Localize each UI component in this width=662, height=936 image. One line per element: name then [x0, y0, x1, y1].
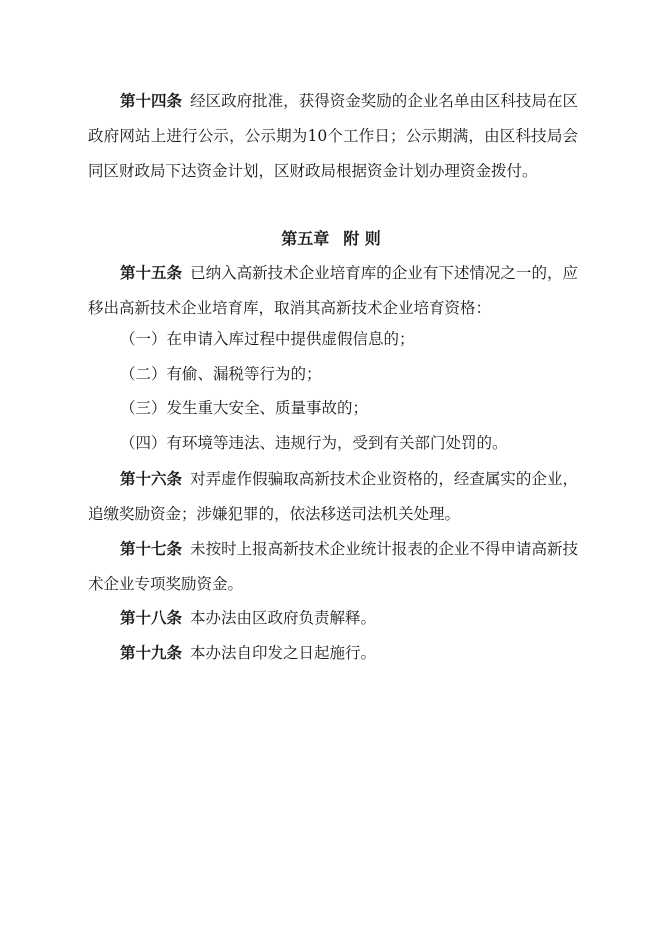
- article-14-label: 第十四条: [120, 92, 183, 110]
- article-16-label: 第十六条: [120, 470, 183, 488]
- chapter-title: 附 则: [343, 229, 381, 248]
- article-14-text: 经区政府批准，获得资金奖励的企业名单由区科技局在区政府网站上进行公示，公示期为10个工作日；公示期满，由区科技局会同区财政局下达资金计划，区财政局根据资金计划办理资金拨付。: [88, 92, 578, 180]
- article-18: [88, 601, 578, 636]
- article-18-label: 第十八条: [120, 609, 183, 627]
- article-17-text: 未按时上报高新技术企业统计报表的企业不得申请高新技术企业专项奖励资金。: [88, 540, 578, 593]
- article-14: [88, 84, 578, 189]
- list-item-1: （一）在申请入库过程中提供虚假信息的；: [120, 330, 415, 348]
- article-16: [88, 462, 578, 532]
- chapter-number: 第五章: [281, 229, 330, 248]
- list-item-3: （三）发生重大安全、质量事故的；: [120, 399, 369, 417]
- article-17-label: 第十七条: [120, 540, 183, 558]
- article-15-label: 第十五条: [120, 264, 183, 282]
- article-18-text: 本办法由区政府负责解释。: [190, 609, 377, 627]
- chapter-heading: [0, 224, 662, 254]
- article-17: [88, 532, 578, 602]
- article-19-label: 第十九条: [120, 644, 183, 662]
- list-item-2: （二）有偷、漏税等行为的；: [120, 365, 322, 383]
- article-15-text: 已纳入高新技术企业培育库的企业有下述情况之一的，应移出高新技术企业培育库，取消其高新技术企业培育资格：: [88, 264, 578, 317]
- list-item-4: （四）有环境等违法、违规行为，受到有关部门处罚的。: [120, 434, 508, 452]
- article-19: [88, 636, 578, 671]
- article-15: [88, 256, 578, 326]
- article-16-text: 对弄虚作假骗取高新技术企业资格的，经查属实的企业，追缴奖励资金；涉嫌犯罪的，依法移送司法机关处理。: [88, 470, 578, 523]
- article-19-text: 本办法自印发之日起施行。: [190, 644, 377, 662]
